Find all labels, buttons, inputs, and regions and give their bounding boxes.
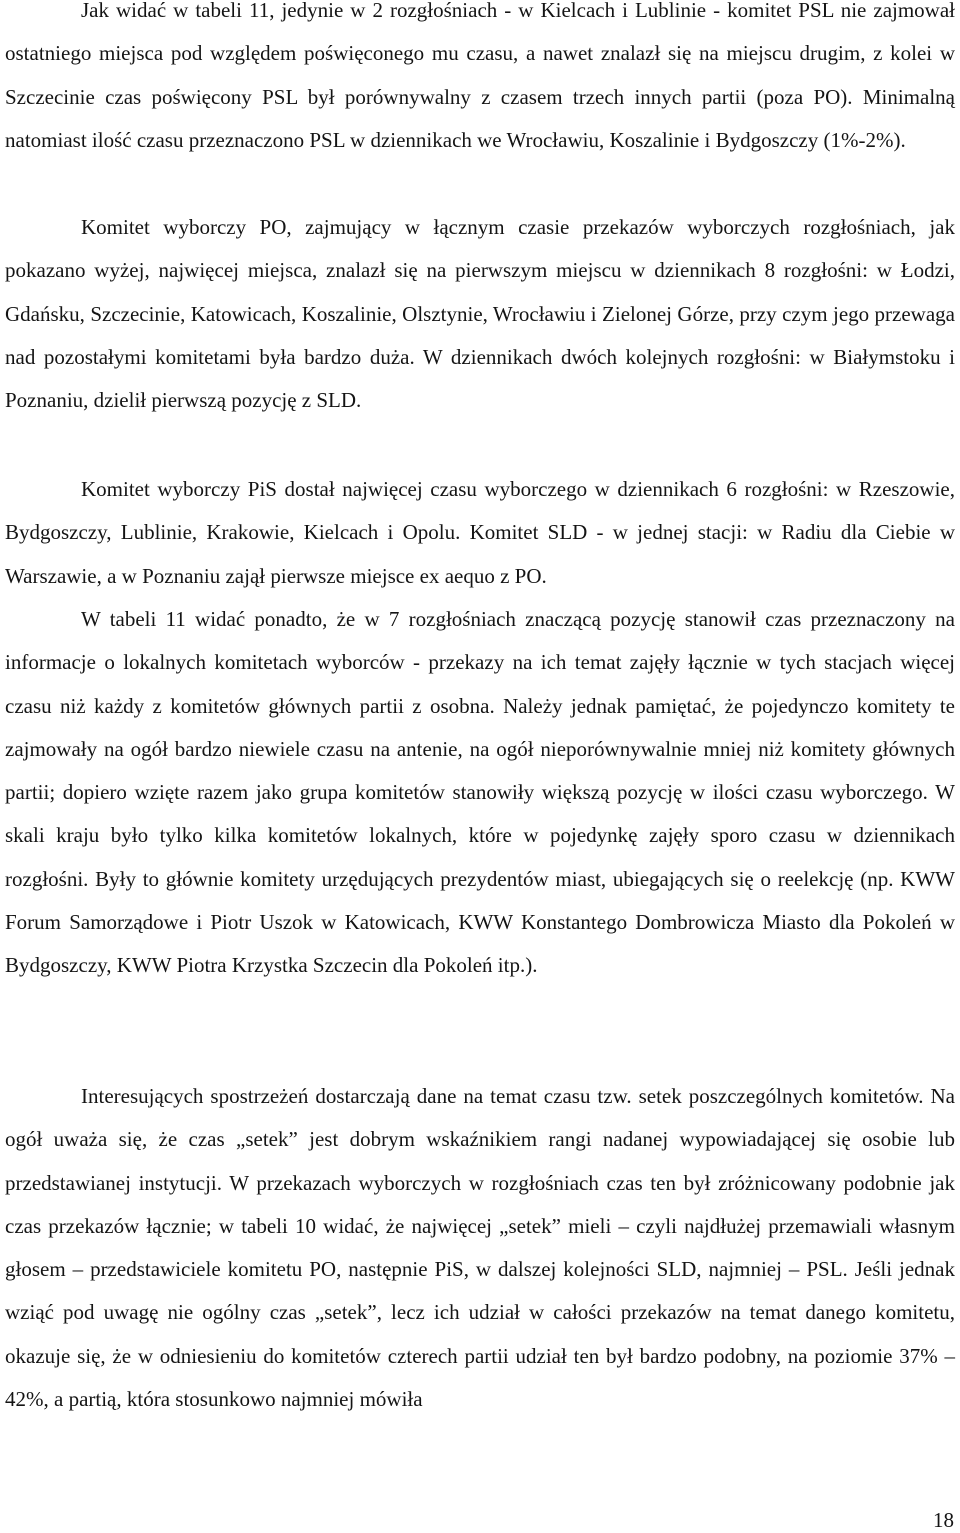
paragraph-psl: Jak widać w tabeli 11, jedynie w 2 rozgłośniach - w Kielcach i Lublinie - komitet PSL nie zajmował ostatniego miejsca pod względem poświęconego mu czasu, a nawet znalazł się na miejscu drugim, z kolei w Szczecinie czas poświęcony PSL był porównywalny z czasem trzech innych partii (poza PO). Minimalną natomiast ilość czasu przeznaczono PSL w dziennikach we Wrocławiu, Koszalinie i Bydgoszczy (1%-2%). [5,0,955,152]
paragraph-po: Komitet wyborczy PO, zajmujący w łącznym czasie przekazów wyborczych rozgłośniach, jak pokazano wyżej, najwięcej miejsca, znalazł się na pierwszym miejscu w dziennikach 8 rozgłośni: w Łodzi, Gdańsku, Szczecinie, Katowicach, Koszalinie, Olsztynie, Wrocławiu i Zielonej Górze, przy czym jego przewaga nad pozostałymi komitetami była bardzo duża. W dziennikach dwóch kolejnych rozgłośni: w Białymstoku i Poznaniu, dzielił pierwszą pozycję z SLD. [5,215,955,413]
paragraph-local-committees: W tabeli 11 widać ponadto, że w 7 rozgłośniach znaczącą pozycję stanowił czas przeznaczony na informacje o lokalnych komitetach wyborców - przekazy na ich temat zajęły łącznie w tych stacjach więcej czasu niż każdy z komitetów głównych partii z osobna. Należy jednak pamiętać, że pojedynczo komitety te zajmowały na ogół bardzo niewiele czasu na antenie, na ogół nieporównywalnie mniej niż komitety głównych partii; dopiero wzięte razem jako grupa komitetów stanowiły większą pozycję w ilości czasu wyborczego. W skali kraju było tylko kilka komitetów lokalnych, które w pojedynkę zajęły sporo czasu w dziennikach rozgłośni. Były to głównie komitety urzędujących prezydentów miast, ubiegających się o reelekcję (np. KWW Forum Samorządowe i Piotr Uszok w Katowicach, KWW Konstantego Dombrowicza Miasto dla Pokoleń w Bydgoszczy, KWW Piotra Krzystka Szczecin dla Pokoleń itp.). [5,607,955,978]
paragraph-setki: Interesujących spostrzeżeń dostarczają dane na temat czasu tzw. setek poszczególnych komitetów. Na ogół uważa się, że czas „setek” jest dobrym wskaźnikiem rangi nadanej wypowiadającej się osobie lub przedstawianej instytucji. W przekazach wyborczych w rozgłośniach czas ten był zróżnicowany podobnie jak czas przekazów łącznie; w tabeli 10 widać, że najwięcej „setek” mieli – czyli najdłużej przemawiali własnym głosem – przedstawiciele komitetu PO, następnie PiS, w dalszej kolejności SLD, najmniej – PSL. Jeśli jednak wziąć pod uwagę nie ogólny czas „setek”, lecz ich udział w całości przekazów na temat danego komitetu, okazuje się, że w odniesieniu do komitetów czterech partii udział ten był bardzo podobny, na poziomie 37% – 42%, a partią, która stosunkowo najmniej mówiła [5,1084,955,1412]
paragraph-pis-sld: Komitet wyborczy PiS dostał najwięcej czasu wyborczego w dziennikach 6 rozgłośni: w Rzeszowie, Bydgoszczy, Lublinie, Krakowie, Kielcach i Opolu. Komitet SLD - w jednej stacji: w Radiu dla Ciebie w Warszawie, a w Poznaniu zajął pierwsze miejsce ex aequo z PO. [5,477,955,588]
page-number: 18 [933,1508,954,1532]
